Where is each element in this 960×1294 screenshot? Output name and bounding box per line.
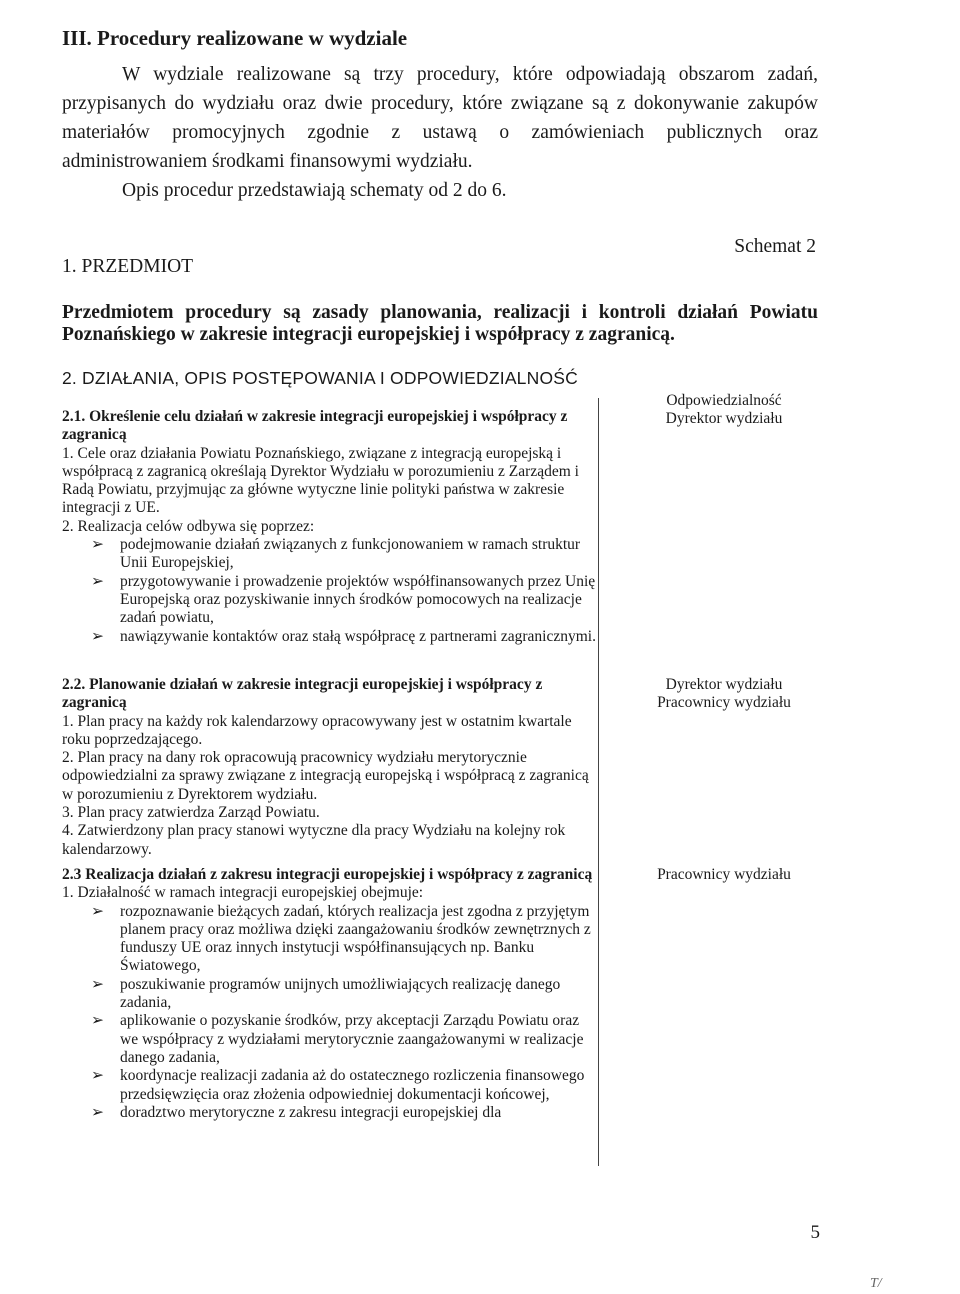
subsection-2-1-paragraph-2: 2. Realizacja celów odbywa się poprzez: — [62, 517, 315, 535]
list-item: ➢ rozpoznawanie bieżących zadań, których realizacja jest zgodna z przyjętym planem pracy oraz możliwa dzięki zaangażowaniu środków zewnętrznych z funduszy UE oraz innych instytucji współfinansujących np. Banku Światowego, — [91, 902, 591, 975]
list-item: 3. Plan pracy zatwierdza Zarząd Powiatu. — [62, 804, 320, 822]
list-item: ➢ nawiązywanie kontaktów oraz stałą współpracę z partnerami zagranicznymi. — [91, 627, 596, 645]
responsibility-2-3: Pracownicy wydziału — [657, 866, 791, 883]
arrow-bullet-icon: ➢ — [91, 902, 104, 920]
scheme-label: Schemat 2 — [734, 236, 816, 257]
subsection-2-1-paragraph-1: 1. Cele oraz działania Powiatu Poznańskiego, związane z integracją europejską i współpracą z zagranicą określają Dyrektor Wydziału w porozumieniu z Zarządem i Radą Powiatu, przyjmując za główne wytyczne linie polityki państwa w zakresie integracji z UE. — [62, 444, 579, 517]
section-heading: III. Procedury realizowane w wydziale — [62, 26, 408, 50]
arrow-bullet-icon: ➢ — [91, 1067, 104, 1085]
column-divider — [598, 398, 599, 1166]
section-actions-heading: 2. DZIAŁANIA, OPIS POSTĘPOWANIA I ODPOWIEDZIALNOŚĆ — [62, 368, 578, 388]
subsection-2-3 — [62, 866, 596, 1122]
responsibility-2-2 — [618, 676, 830, 713]
responsibility-2-1: Dyrektor wydziału — [665, 410, 783, 427]
list-item: ➢ przygotowywanie i prowadzenie projektów współfinansowanych przez Unię Europejską oraz pozyskiwanie innych środków pomocowych na realizacje zadań powiatu, — [91, 572, 596, 627]
subsection-2-1 — [62, 408, 596, 646]
subject-statement: Przedmiotem procedury są zasady planowania, realizacji i kontroli działań Powiatu Poznańskiego w zakresie integracji europejskiej i współpracy z zagranicą. — [62, 302, 818, 345]
arrow-bullet-icon: ➢ — [91, 1103, 104, 1121]
intro-schemes-note: Opis procedur przedstawiają schematy od 2 do 6. — [122, 180, 507, 201]
arrow-bullet-icon: ➢ — [91, 536, 104, 554]
subsection-2-1-list — [62, 536, 596, 646]
subsection-2-3-list — [62, 903, 596, 1123]
list-item: ➢ poszukiwanie programów unijnych umożliwiających realizację danego zadania, — [91, 975, 561, 1012]
subsection-2-1-title: 2.1. Określenie celu działań w zakresie integracji europejskiej i współpracy z zagranicą — [62, 408, 568, 444]
responsibility-column-header: Odpowiedzialność — [666, 392, 782, 409]
subsection-2-3-title: 2.3 Realizacja działań z zakresu integracji europejskiej i współpracy z zagranicą — [62, 866, 593, 883]
intro-text — [62, 60, 818, 205]
arrow-bullet-icon: ➢ — [91, 627, 104, 645]
responsibility-director: Dyrektor wydziału — [665, 676, 783, 693]
list-item: ➢ koordynacje realizacji zadania aż do ostatecznego rozliczenia finansowego przedsięwzięcia oraz złożenia odpowiedniej dokumentacji końcowej, — [91, 1067, 585, 1103]
margin-mark: T/ — [870, 1276, 882, 1291]
list-item: ➢ aplikowanie o pozyskanie środków, przy akceptacji Zarządu Powiatu oraz we współpracy z wydziałami merytorycznie zaangażowanymi w realizacje danego zadania, — [91, 1012, 584, 1066]
arrow-bullet-icon: ➢ — [91, 1012, 104, 1030]
list-item: 2. Plan pracy na dany rok opracowują pracownicy wydziału merytorycznie odpowiedzialni za sprawy związane z integracją europejską i współpracą z zagranicą w porozumieniu z Dyrektorem wydziału. — [62, 749, 589, 803]
subsection-2-3-paragraph-1: 1. Działalność w ramach integracji europejskiej obejmuje: — [62, 884, 424, 902]
intro-paragraph: W wydziale realizowane są trzy procedury, które odpowiadają obszarom zadań, przypisanych do wydziału oraz dwie procedury, które związane są z dokonywanie zakupów materiałów promocyjnych zgodnie z ustawą o zamówieniach publicznych oraz administrowaniem środkami finansowymi wydziału. — [62, 64, 818, 172]
list-item: ➢ doradztwo merytoryczne z zakresu integracji europejskiej dla — [91, 1103, 502, 1121]
responsibility-staff: Pracownicy wydziału — [657, 694, 791, 712]
subsection-2-2 — [62, 676, 596, 859]
arrow-bullet-icon: ➢ — [91, 572, 104, 590]
arrow-bullet-icon: ➢ — [91, 975, 104, 993]
list-item: ➢ podejmowanie działań związanych z funkcjonowaniem w ramach struktur Unii Europejskiej, — [91, 536, 581, 572]
page-number: 5 — [810, 1222, 820, 1243]
list-item: 4. Zatwierdzony plan pracy stanowi wytyczne dla pracy Wydziału na kolejny rok kalendarzowy. — [62, 822, 566, 858]
subsection-2-2-title: 2.2. Planowanie działań w zakresie integracji europejskiej i współpracy z zagranicą — [62, 676, 543, 712]
section-subject-heading: 1. PRZEDMIOT — [62, 256, 194, 277]
list-item: 1. Plan pracy na każdy rok kalendarzowy opracowywany jest w ostatnim kwartale roku poprzedzającego. — [62, 712, 572, 748]
